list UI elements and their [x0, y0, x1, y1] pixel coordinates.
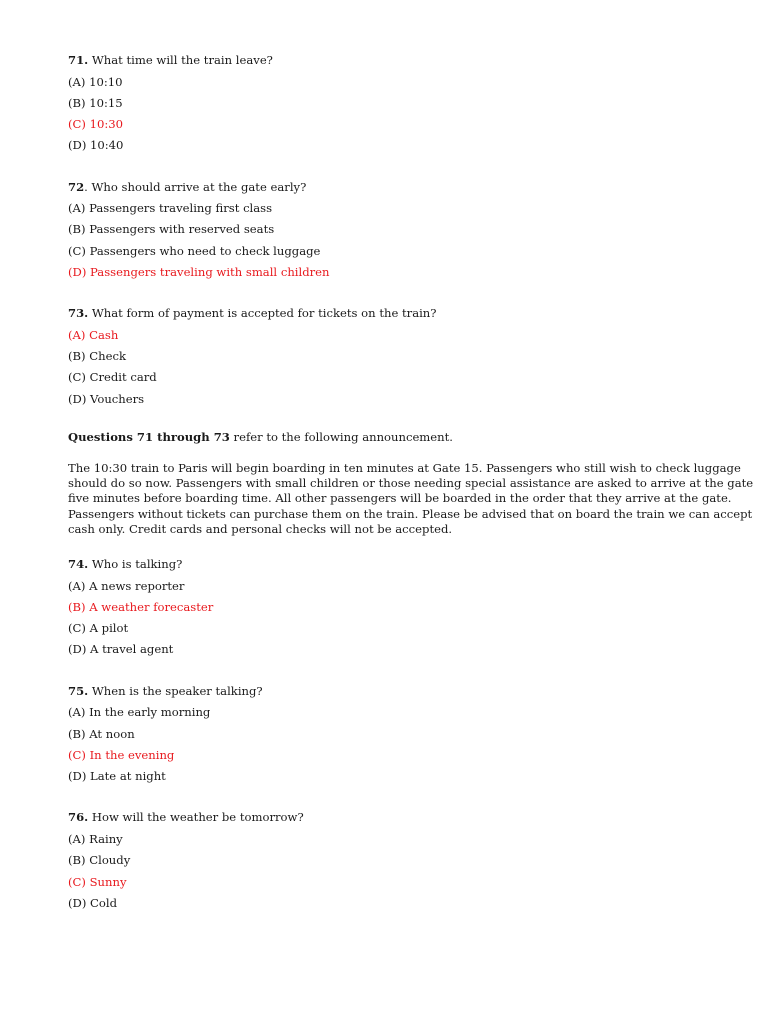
question-prompt — [68, 53, 708, 75]
answer-option-b: (B) Passengers with reserved seats — [68, 222, 275, 237]
answer-option-a-correct: (A) Cash — [68, 327, 119, 342]
question-73 — [68, 306, 708, 413]
answer-option-b: (B) Cloudy — [68, 853, 131, 868]
answer-option-d: (D) Vouchers — [68, 391, 145, 406]
passage-intro-text: refer to the following announcement. — [229, 430, 453, 445]
question-prompt — [68, 684, 708, 706]
question-number: 76. — [68, 810, 89, 825]
answer-option-c-correct: (C) In the evening — [68, 747, 175, 762]
question-71 — [68, 53, 708, 160]
question-prompt — [68, 306, 708, 328]
answer-option-a: (A) In the early morning — [68, 705, 211, 720]
question-text: Who is talking? — [88, 557, 183, 572]
answer-option-b: (B) 10:15 — [68, 95, 123, 110]
answer-option-d: (D) Late at night — [68, 769, 166, 784]
answer-option-c: (C) Credit card — [68, 370, 157, 385]
answer-option-d-correct: (D) Passengers traveling with small children — [68, 265, 330, 280]
question-72 — [68, 180, 708, 287]
answer-option-a: (A) Rainy — [68, 831, 123, 846]
question-74 — [68, 557, 708, 664]
passage-line: should do so now. Passengers with small children or those needing special assistance are asked to arrive at the gate — [68, 476, 754, 491]
question-text: What time will the train leave? — [88, 53, 273, 67]
question-text: When is the speaker talking? — [88, 683, 263, 698]
question-number: 74. — [68, 557, 89, 572]
question-prompt — [68, 557, 708, 579]
announcement-passage — [68, 461, 754, 537]
question-number: 71. — [68, 53, 89, 67]
question-75 — [68, 684, 708, 791]
answer-option-b-correct: (B) A weather forecaster — [68, 599, 214, 614]
question-text: How will the weather be tomorrow? — [88, 810, 304, 825]
answer-option-a: (A) A news reporter — [68, 578, 185, 593]
answer-option-a: (A) Passengers traveling first class — [68, 201, 273, 216]
passage-line: Passengers without tickets can purchase them on the train. Please be advised that on board the train we can accept — [68, 506, 753, 521]
answer-option-c: (C) Passengers who need to check luggage — [68, 243, 321, 258]
question-number: 73. — [68, 306, 89, 321]
answer-option-c: (C) A pilot — [68, 621, 129, 636]
answer-option-b: (B) At noon — [68, 726, 135, 741]
question-76 — [68, 810, 708, 917]
document-page — [68, 53, 754, 937]
question-text: What form of payment is accepted for tickets on the train? — [88, 306, 437, 321]
answer-option-b: (B) Check — [68, 349, 126, 364]
passage-line: five minutes before boarding time. All other passengers will be boarded in the order that they arrive at the gate. — [68, 491, 732, 506]
answer-option-c-correct: (C) 10:30 — [68, 117, 124, 132]
question-text: . Who should arrive at the gate early? — [84, 179, 307, 194]
question-number: 72 — [68, 179, 85, 194]
passage-intro — [68, 430, 708, 444]
question-number: 75. — [68, 683, 89, 698]
answer-option-d: (D) Cold — [68, 895, 118, 910]
answer-option-a: (A) 10:10 — [68, 74, 123, 89]
passage-line: The 10:30 train to Paris will begin boarding in ten minutes at Gate 15. Passengers who still wish to check luggage — [68, 461, 741, 476]
answer-option-d: (D) A travel agent — [68, 642, 174, 657]
answer-option-c-correct: (C) Sunny — [68, 874, 127, 889]
answer-option-d: (D) 10:40 — [68, 138, 124, 153]
question-prompt — [68, 180, 708, 202]
passage-intro-bold: Questions 71 through 73 — [68, 430, 230, 445]
question-prompt — [68, 810, 708, 832]
passage-line: cash only. Credit cards and personal checks will not be accepted. — [68, 521, 453, 536]
